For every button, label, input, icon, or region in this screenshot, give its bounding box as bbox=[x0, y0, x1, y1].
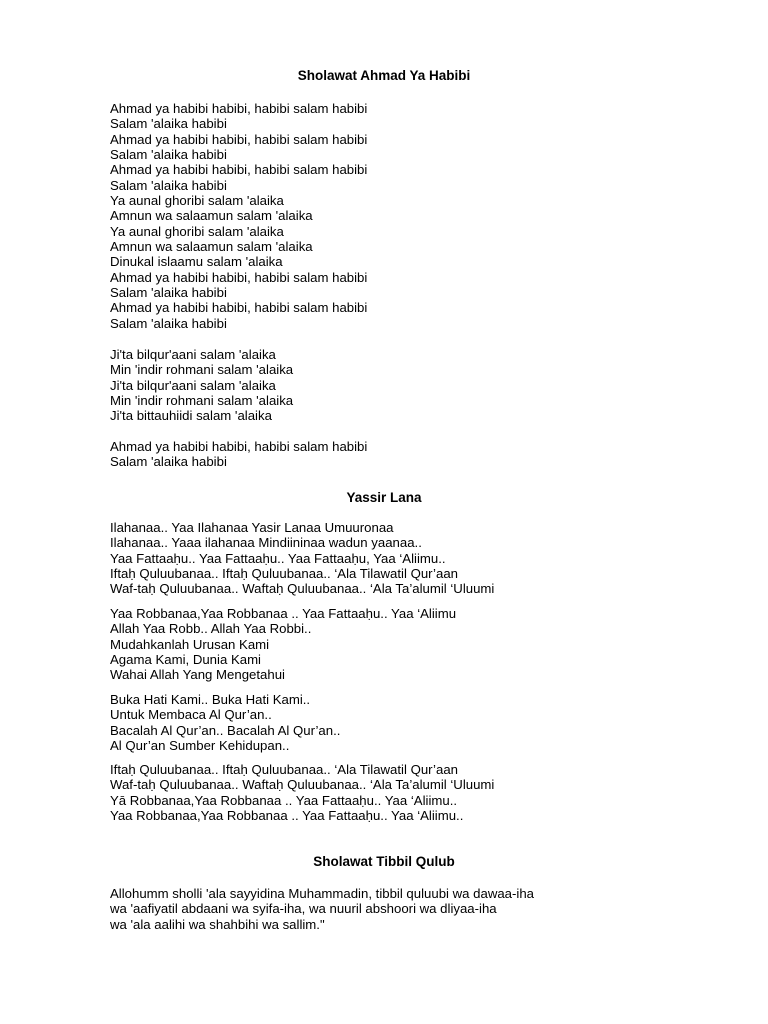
lyric-line: Ya aunal ghoribi salam 'alaika bbox=[110, 223, 284, 239]
lyric-line: Min 'indir rohmani salam 'alaika bbox=[110, 393, 294, 409]
lyric-line: Iftaḥ Quluubanaa.. Iftaḥ Quluubanaa.. ‘Ala Tilawatil Qur’aan bbox=[110, 762, 458, 777]
lyric-line: Yaa Robbanaa,Yaa Robbanaa .. Yaa Fattaaḥu.. Yaa ‘Aliimu.. bbox=[110, 808, 464, 824]
lyrics-stanza bbox=[110, 347, 710, 424]
lyric-line: wa 'aafiyatil abdaani wa syifa-iha, wa nuuril abshoori wa dliyaa-iha bbox=[110, 901, 497, 917]
section-title-tibbil-qulub: Sholawat Tibbil Qulub bbox=[313, 854, 455, 869]
lyric-line: Salam 'alaika habibi bbox=[110, 285, 227, 301]
lyric-line: Yaa Robbanaa,Yaa Robbanaa .. Yaa Fattaaḥu.. Yaa ‘Aliimu bbox=[110, 606, 457, 621]
lyric-line: Salam 'alaika habibi bbox=[110, 177, 227, 193]
lyrics-stanza bbox=[110, 439, 710, 470]
lyric-line: Ahmad ya habibi habibi, habibi salam habibi bbox=[110, 162, 368, 178]
lyric-line: Al Qur’an Sumber Kehidupan.. bbox=[110, 738, 290, 754]
lyric-line: Waf-taḥ Quluubanaa.. Waftaḥ Quluubanaa.. ‘Ala Ta’alumil ‘Uluumi bbox=[110, 777, 495, 793]
lyric-line: Salam 'alaika habibi bbox=[110, 454, 227, 470]
lyric-line: Amnun wa salaamun salam 'alaika bbox=[110, 239, 313, 255]
lyric-line: Ahmad ya habibi habibi, habibi salam habibi bbox=[110, 101, 368, 116]
lyric-line: Yā Robbanaa,Yaa Robbanaa .. Yaa Fattaaḥu.. Yaa ‘Aliimu.. bbox=[110, 792, 458, 808]
lyric-line: Dinukal islaamu salam 'alaika bbox=[110, 254, 283, 270]
section-title-yassir-lana: Yassir Lana bbox=[346, 490, 422, 505]
lyric-line: Agama Kami, Dunia Kami bbox=[110, 652, 261, 668]
lyric-line: Salam 'alaika habibi bbox=[110, 116, 227, 132]
lyric-line: Allah Yaa Robb.. Allah Yaa Robbi.. bbox=[110, 621, 312, 637]
lyric-line: Ya aunal ghoribi salam 'alaika bbox=[110, 193, 284, 209]
lyrics-stanza bbox=[110, 606, 710, 683]
lyric-line: Salam 'alaika habibi bbox=[110, 147, 227, 163]
lyric-line: Ahmad ya habibi habibi, habibi salam habibi bbox=[110, 131, 368, 147]
lyric-line: Ji'ta bittauhiidi salam 'alaika bbox=[110, 408, 272, 424]
lyric-line: Buka Hati Kami.. Buka Hati Kami.. bbox=[110, 692, 311, 707]
lyric-line: Untuk Membaca Al Qur’an.. bbox=[110, 707, 272, 723]
lyrics-stanza bbox=[110, 692, 710, 753]
lyric-line: Ilahanaa.. Yaa Ilahanaa Yasir Lanaa Umuuronaa bbox=[110, 520, 394, 535]
lyric-line: Ilahanaa.. Yaaa ilahanaa Mindiininaa wadun yaanaa.. bbox=[110, 535, 422, 551]
lyric-line: Ahmad ya habibi habibi, habibi salam habibi bbox=[110, 439, 368, 454]
lyric-line: Ahmad ya habibi habibi, habibi salam habibi bbox=[110, 300, 368, 316]
lyric-line: Wahai Allah Yang Mengetahui bbox=[110, 667, 285, 683]
lyric-line: Ji'ta bilqur'aani salam 'alaika bbox=[110, 377, 276, 393]
lyric-line: Bacalah Al Qur’an.. Bacalah Al Qur’an.. bbox=[110, 722, 341, 738]
lyric-line: Ahmad ya habibi habibi, habibi salam habibi bbox=[110, 269, 368, 285]
lyric-line: Mudahkanlah Urusan Kami bbox=[110, 636, 270, 652]
section-title-ahmad-ya-habibi: Sholawat Ahmad Ya Habibi bbox=[297, 68, 471, 83]
lyric-line: Waf-taḥ Quluubanaa.. Waftaḥ Quluubanaa.. ‘Ala Ta’alumil ‘Uluumi bbox=[110, 581, 495, 597]
lyrics-stanza bbox=[110, 520, 710, 597]
lyric-line: Min 'indir rohmani salam 'alaika bbox=[110, 362, 294, 378]
lyric-line: Ji'ta bilqur'aani salam 'alaika bbox=[110, 347, 276, 362]
lyric-line: Amnun wa salaamun salam 'alaika bbox=[110, 208, 313, 224]
lyrics-stanza bbox=[110, 886, 710, 932]
lyric-line: Iftaḥ Quluubanaa.. Iftaḥ Quluubanaa.. ‘Ala Tilawatil Qur’aan bbox=[110, 566, 458, 582]
lyric-line: wa 'ala aalihi wa shahbihi wa sallim." bbox=[110, 916, 325, 932]
lyrics-stanza bbox=[110, 101, 710, 331]
lyrics-stanza bbox=[110, 762, 710, 823]
lyric-line: Salam 'alaika habibi bbox=[110, 315, 227, 331]
lyric-line: Allohumm sholli 'ala sayyidina Muhammadin, tibbil quluubi wa dawaa-iha bbox=[110, 886, 535, 901]
lyric-line: Yaa Fattaaḥu.. Yaa Fattaaḥu.. Yaa Fattaaḥu, Yaa ‘Aliimu.. bbox=[110, 550, 446, 566]
